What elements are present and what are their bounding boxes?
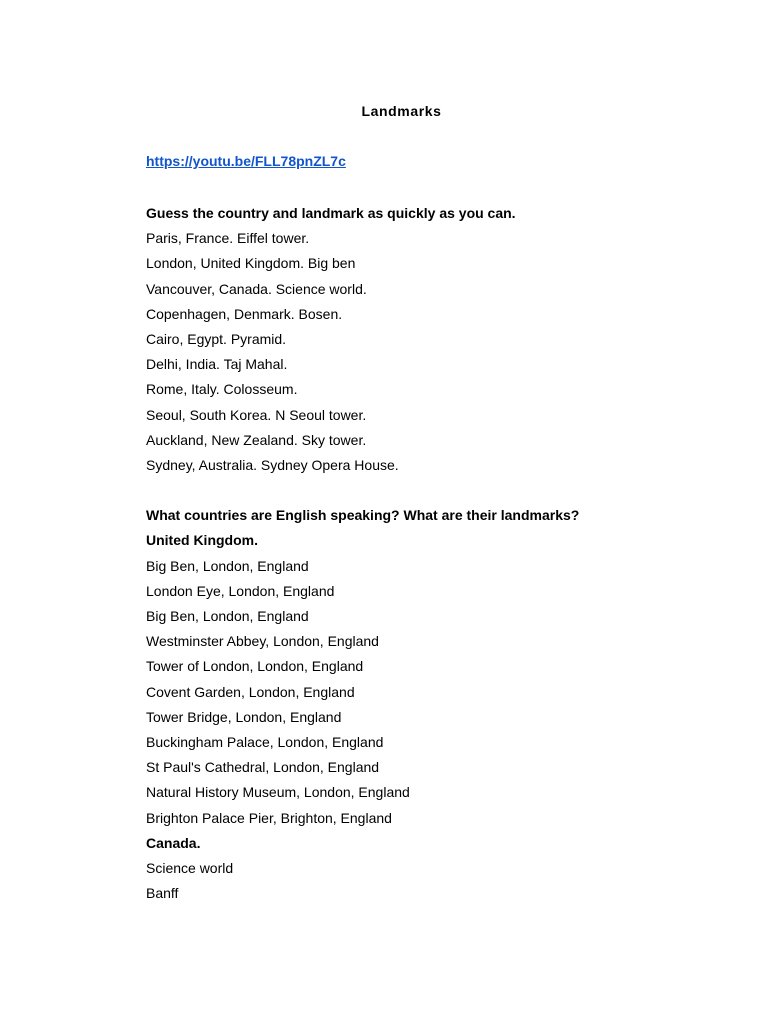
list-item: Sydney, Australia. Sydney Opera House. [146, 456, 399, 473]
country-heading-united-kingdom: United Kingdom. [146, 532, 258, 549]
list-item: Natural History Museum, London, England [146, 784, 410, 801]
list-item: Big Ben, London, England [146, 557, 309, 574]
document-title: Landmarks [361, 103, 442, 119]
list-item: Cairo, Egypt. Pyramid. [146, 330, 287, 347]
list-item: Brighton Palace Pier, Brighton, England [146, 809, 392, 826]
list-item: London Eye, London, England [146, 582, 335, 599]
list-item: Delhi, India. Taj Mahal. [146, 356, 288, 373]
list-item: Covent Garden, London, England [146, 683, 355, 700]
list-item: Rome, Italy. Colosseum. [146, 381, 298, 398]
list-item: Tower of London, London, England [146, 658, 364, 675]
youtube-link[interactable]: https://youtu.be/FLL78pnZL7c [146, 153, 346, 169]
section-heading-english-speaking: What countries are English speaking? What are their landmarks? [146, 507, 580, 524]
list-item: Science world [146, 859, 234, 876]
list-item: Westminster Abbey, London, England [146, 633, 379, 650]
section-heading-guess: Guess the country and landmark as quickly as you can. [146, 205, 516, 221]
blank-line [146, 478, 746, 503]
list-item: London, United Kingdom. Big ben [146, 255, 356, 272]
country-heading-canada: Canada. [146, 834, 201, 851]
list-item: Auckland, New Zealand. Sky tower. [146, 431, 367, 448]
list-item: Banff [146, 885, 179, 902]
list-item: Paris, France. Eiffel tower. [146, 230, 310, 247]
list-item: Vancouver, Canada. Science world. [146, 280, 367, 297]
list-item: Seoul, South Korea. N Seoul tower. [146, 406, 367, 423]
list-item: Tower Bridge, London, England [146, 708, 342, 725]
document-body [146, 201, 746, 906]
list-item: Buckingham Palace, London, England [146, 733, 384, 750]
list-item: Big Ben, London, England [146, 608, 309, 624]
list-item: St Paul's Cathedral, London, England [146, 759, 380, 776]
list-item: Copenhagen, Denmark. Bosen. [146, 305, 343, 322]
